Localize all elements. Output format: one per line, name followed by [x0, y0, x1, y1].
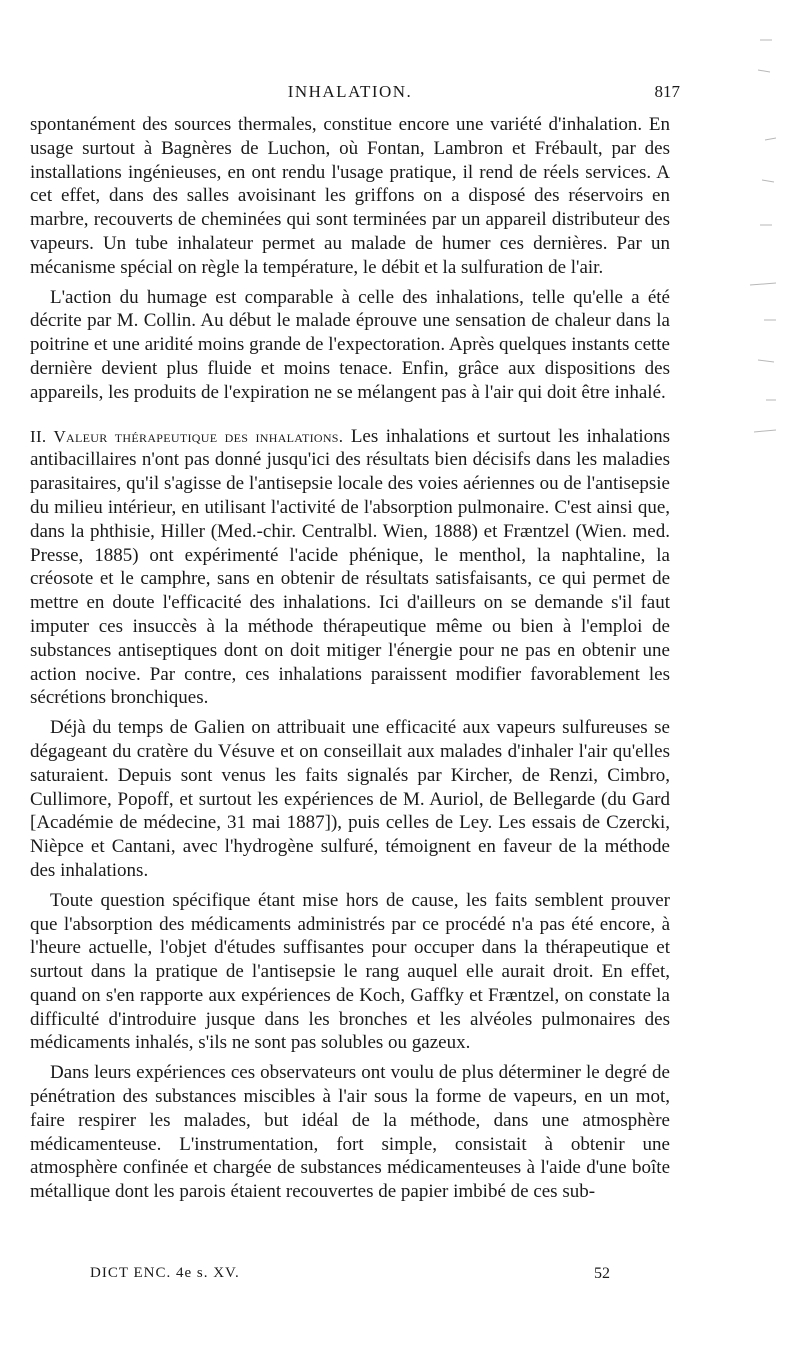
- paragraph-4: Déjà du temps de Galien on attribuait une efficacité aux vapeurs sulfureuses se dégageant du cratère du Vésuve et on conseillait aux malades d'inhaler l'air qu'elles saturaient. Depuis sont venus les faits signalés par Kircher, de Renzi, Cimbro, Cullimore, Popoff, et surtout les expériences de M. Auriol, de Bellegarde (du Gard [Académie de médecine, 31 mai 1887]), puis celles de Ley. Les essais de Czercki, Nièpce et Cantani, avec l'hydrogène sulfuré, témoignent en faveur de la méthode des inhalations.: [30, 717, 670, 881]
- paragraph-2: L'action du humage est comparable à celle des inhalations, telle qu'elle a été décrite par M. Collin. Au début le malade éprouve une sensation de chaleur dans la poitrine et une aridité moins grande de l'expectoration. Après quelques instants cette dernière devient plus fluide et moins tenace. Enfin, grâce aux dispositions des appareils, les produits de l'expiration ne se mélangent pas à l'air qui doit être inhalé.: [30, 286, 670, 403]
- page-footer: [90, 1265, 610, 1289]
- paragraph-5: Toute question spécifique étant mise hors de cause, les faits semblent prouver que l'absorption des médicaments administrés par ce procédé n'a pas été encore, à l'heure actuelle, l'objet d'études suffisantes pour occuper dans la thérapeutique et surtout dans la pratique de l'antisepsie le rang auquel elle aurait droit. En effet, quand on s'en rapporte aux expériences de Koch, Gaffky et Fræntzel, on constate la difficulté d'introduire jusque dans les bronches et les alvéoles pulmonaires des médicaments inhalés, s'ils ne sont pas solubles ou gazeux.: [30, 889, 670, 1054]
- printer-signature: DICT ENC. 4e s. XV.: [90, 1265, 240, 1281]
- main-text: [30, 113, 670, 1210]
- paragraph-3: [30, 425, 670, 711]
- paragraph-6: Dans leurs expériences ces observateurs ont voulu de plus déterminer le degré de pénétration des substances miscibles à l'air sous la forme de vapeurs, en un mot, faire respirer les malades, but idéal de la méthode, dans une atmosphère médicamenteuse. L'instrumentation, fort simple, consistait à obtenir une atmosphère confinée et chargée de substances médicamenteuses à l'aide d'une boîte métallique dont les parois étaient recouvertes de papier imbibé de ces sub-: [30, 1062, 670, 1203]
- section-title: II. Valeur thérapeutique des inhalations.: [30, 426, 344, 446]
- paragraph-3-text: Les inhalations et surtout les inhalations antibacillaires n'ont pas donné jusqu'ici des résultats bien décisifs dans les maladies parasitaires, qu'il s'agisse de l'antisepsie locale des voies aériennes ou de l'antisepsie du milieu intérieur, en utilisant l'activité de l'absorption pulmonaire. C'est ainsi que, dans la phthisie, Hiller (Med.-chir. Centralbl. Wien, 1888) et Fræntzel (Wien. med. Presse, 1885) ont expérimenté l'acide phénique, le menthol, la naphtaline, la créosote et le camphre, sans en obtenir de résultats satisfaisants, ce qui permet de mettre en doute l'efficacité des inhalations. Ici d'ailleurs on se demande s'il faut imputer ces insuccès à la méthode thérapeutique même ou bien à l'emploi de substances antiseptiques dont on doit mitiger l'énergie pour ne pas en obtenir une action nocive. Par contre, ces inhalations paraissent modifier favorablement les sécrétions bronchiques.: [30, 425, 671, 709]
- page-header: [30, 82, 680, 112]
- running-head: INHALATION.: [287, 82, 413, 101]
- sheet-number: 52: [594, 1265, 610, 1282]
- margin-show-through-marks: [730, 20, 780, 480]
- paragraph-1: spontanément des sources thermales, constitue encore une variété d'inhalation. En usage surtout à Bagnères de Luchon, où Fontan, Lambron et Frébault, par des installations ingénieuses, en ont rendu l'usage pratique, il rend de réels services. A cet effet, dans des salles avoisinant les griffons on a disposé des réservoirs en marbre, recouverts de cheminées qui sont terminées par un appareil distributeur des vapeurs. Un tube inhalateur permet au malade de humer ces dernières. Par un mécanisme spécial on règle la température, le débit et la sulfuration de l'air.: [30, 114, 670, 278]
- page-number: 817: [654, 82, 680, 101]
